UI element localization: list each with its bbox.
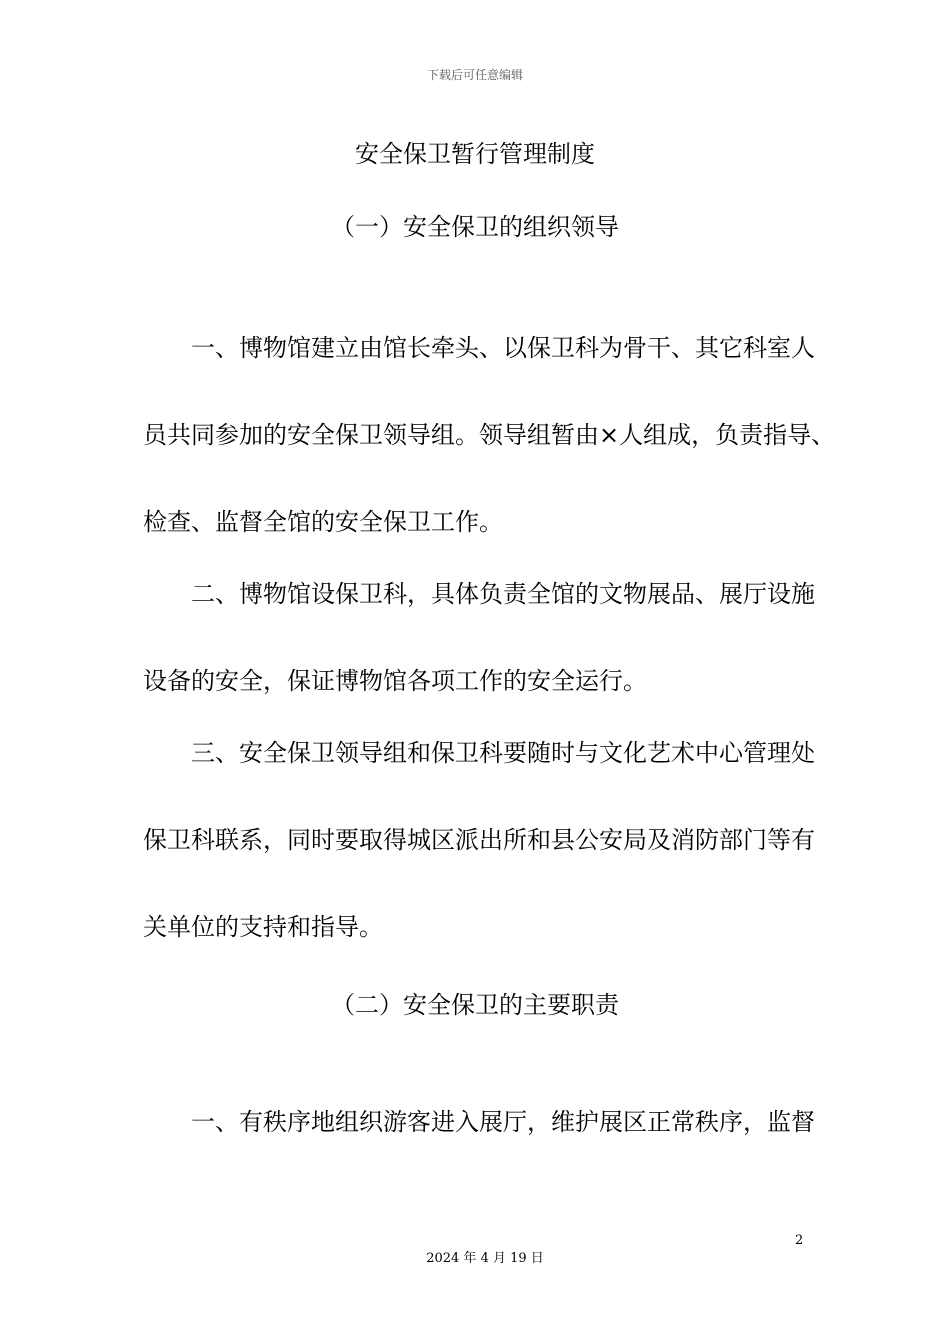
paragraph-line: 设备的安全，保证博物馆各项工作的安全运行。: [143, 667, 647, 695]
header-note: 下载后可任意编辑: [426, 68, 523, 82]
paragraph-line: 一、有秩序地组织游客进入展厅，维护展区正常秩序，监督: [191, 1108, 815, 1136]
paragraph-line: 关单位的支持和指导。: [143, 913, 383, 941]
page-number: 2: [795, 1233, 804, 1248]
paragraph-2: [143, 551, 833, 725]
paragraph-line: 检查、监督全馆的安全保卫工作。: [143, 508, 503, 536]
paragraph-1: [143, 305, 836, 566]
section-heading-2: （二）安全保卫的主要职责: [331, 991, 619, 1019]
document-title: 安全保卫暂行管理制度: [355, 140, 595, 168]
footer-date: 2024 年 4 月 19 日: [426, 1251, 544, 1266]
paragraph-line: 三、安全保卫领导组和保卫科要随时与文化艺术中心管理处: [191, 739, 815, 767]
paragraph-4: [143, 1079, 833, 1166]
paragraph-line: 二、博物馆设保卫科，具体负责全馆的文物展品、展厅设施: [191, 580, 815, 608]
paragraph-line: 员共同参加的安全保卫领导组。领导组暂由×人组成，负责指导、: [143, 421, 836, 449]
paragraph-line: 一、博物馆建立由馆长牵头、以保卫科为骨干、其它科室人: [191, 334, 815, 362]
section-heading-1: （一）安全保卫的组织领导: [331, 213, 619, 241]
paragraph-line: 保卫科联系，同时要取得城区派出所和县公安局及消防部门等有: [143, 826, 815, 854]
paragraph-3: [143, 710, 833, 971]
